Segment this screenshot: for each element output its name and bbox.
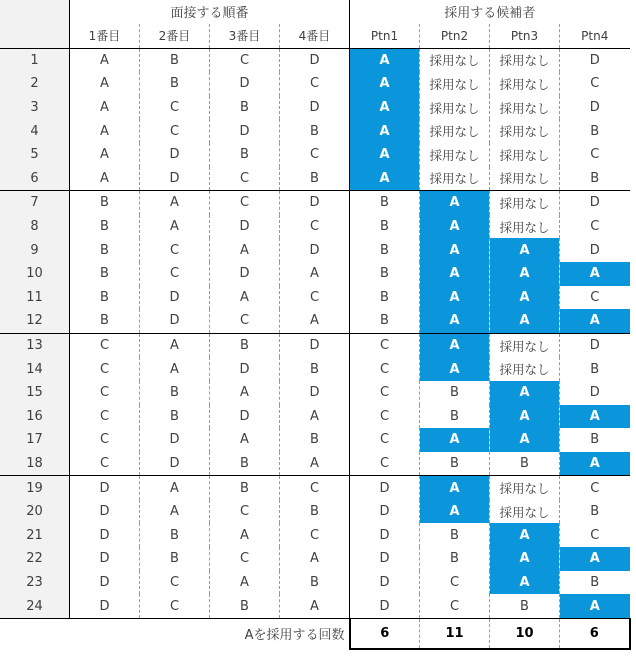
ptn-cell: A [420, 309, 490, 333]
ptn-cell: A [420, 215, 490, 239]
order-cell: C [70, 357, 140, 381]
ptn-cell: D [350, 571, 420, 595]
order-cell: A [140, 333, 210, 357]
order-cell: B [210, 143, 280, 167]
table-row [0, 594, 630, 618]
row-number: 16 [0, 405, 70, 429]
ptn-cell: C [590, 527, 600, 543]
order-cell: C [309, 147, 320, 163]
ptn-cell: A [560, 452, 630, 476]
ptn-cell: B [590, 504, 600, 520]
ptn-cell: 採用なし [420, 143, 490, 167]
order-cell: C [70, 381, 140, 405]
ptn-cell: B [490, 594, 560, 618]
ptn-cell: A [490, 405, 560, 429]
ptn-cell: B [590, 432, 600, 448]
ptn-cell: B [350, 262, 420, 286]
order-cell: A [210, 238, 280, 262]
ptn-cell: D [589, 385, 600, 401]
order-cell: D [70, 523, 140, 547]
order-cell: C [210, 309, 280, 333]
ptn-cell: A [420, 357, 490, 381]
order-cell: D [70, 547, 140, 571]
order-cell: B [310, 170, 319, 186]
ptn-cell: 採用なし [420, 72, 490, 96]
order-cell: B [70, 215, 140, 239]
order-cell: C [309, 527, 320, 543]
ptn-cell: A [490, 571, 560, 595]
ptn-cell: A [420, 500, 490, 524]
table-row [0, 48, 630, 72]
order-cell: C [309, 480, 320, 496]
ptn-cell: 採用なし [490, 500, 560, 524]
ptn-cell: D [350, 500, 420, 524]
order-cell: B [70, 286, 140, 310]
ptn-cell: B [590, 123, 600, 139]
order-cell: C [309, 219, 320, 235]
table-row [0, 119, 630, 143]
order-cell: A [210, 286, 280, 310]
order-cell: A [210, 523, 280, 547]
ptn-cell: 採用なし [420, 96, 490, 120]
order-cell: B [70, 191, 140, 215]
order-cell: C [140, 238, 210, 262]
order-cell: B [140, 381, 210, 405]
ptn-cell: 採用なし [490, 72, 560, 96]
table-row [0, 571, 630, 595]
order-cell: A [310, 598, 319, 614]
order-cell: A [70, 48, 140, 72]
order-cell: D [140, 309, 210, 333]
ptn-cell: A [490, 309, 560, 333]
ptn-cell: 採用なし [490, 215, 560, 239]
ptn-cell: A [420, 262, 490, 286]
corner-cell [0, 24, 70, 49]
order-cell: B [310, 361, 319, 377]
order-cell: D [210, 405, 280, 429]
ptn-cell: 採用なし [490, 48, 560, 72]
table-row [0, 96, 630, 120]
order-cell: A [140, 500, 210, 524]
table-row [0, 286, 630, 310]
order-cell: B [310, 574, 319, 590]
row-number: 15 [0, 381, 70, 405]
ptn-cell: C [420, 594, 490, 618]
order-cell: A [70, 96, 140, 120]
ptn-cell: B [590, 574, 600, 590]
ptn-cell: 採用なし [490, 143, 560, 167]
table-row [0, 357, 630, 381]
row-number: 7 [0, 191, 70, 215]
order-cell: A [310, 551, 319, 567]
ptn-cell: B [350, 238, 420, 262]
ptn-cell: A [420, 333, 490, 357]
order-cell: D [309, 100, 320, 116]
order-cell: A [310, 313, 319, 329]
ptn-cell: D [589, 195, 600, 211]
table-row [0, 523, 630, 547]
order-cell: D [70, 500, 140, 524]
group-header-row [0, 0, 630, 24]
row-number: 23 [0, 571, 70, 595]
row-number: 14 [0, 357, 70, 381]
table-row [0, 191, 630, 215]
ptn-cell: 採用なし [420, 119, 490, 143]
order-cell: B [310, 123, 319, 139]
order-cell: B [210, 96, 280, 120]
order-cell: A [210, 571, 280, 595]
order-cell: A [70, 119, 140, 143]
ptn-cell: B [350, 286, 420, 310]
row-number: 8 [0, 215, 70, 239]
ptn-cell: B [420, 452, 490, 476]
order-cell: C [210, 547, 280, 571]
ptn-cell: B [420, 547, 490, 571]
row-number: 4 [0, 119, 70, 143]
totals-label: Aを採用する回数 [0, 618, 350, 649]
ptn-cell: C [350, 381, 420, 405]
order-col-header: 2番目 [140, 24, 210, 49]
order-cell: C [70, 405, 140, 429]
order-cell: B [140, 547, 210, 571]
ptn-cell: B [420, 381, 490, 405]
ptn-cell: A [560, 594, 630, 618]
table-row [0, 428, 630, 452]
order-cell: D [70, 571, 140, 595]
total-cell: 10 [490, 618, 560, 649]
order-cell: C [140, 119, 210, 143]
ptn-cell: 採用なし [420, 48, 490, 72]
ptn-cell: 採用なし [490, 119, 560, 143]
ptn-cell: B [490, 452, 560, 476]
ptn-cell: A [350, 72, 420, 96]
row-number: 1 [0, 48, 70, 72]
ptn-cell: A [490, 381, 560, 405]
order-cell: C [140, 571, 210, 595]
ptn-cell: D [350, 547, 420, 571]
ptn-cell: C [350, 452, 420, 476]
order-cell: D [210, 215, 280, 239]
order-cell: B [310, 504, 319, 520]
order-cell: A [310, 455, 319, 471]
ptn-cell: B [590, 361, 600, 377]
order-col-header: 4番目 [280, 24, 350, 49]
ptn-cell: A [350, 143, 420, 167]
ptn-cell: A [560, 547, 630, 571]
ptn-cell: A [490, 286, 560, 310]
order-cell: C [309, 289, 320, 305]
order-cell: B [140, 48, 210, 72]
order-cell: B [70, 309, 140, 333]
order-cell: A [210, 428, 280, 452]
ptn-cell: D [589, 338, 600, 354]
order-cell: A [140, 215, 210, 239]
order-cell: D [70, 476, 140, 500]
order-cell: B [310, 432, 319, 448]
ptn-cell: C [350, 405, 420, 429]
order-cell: B [210, 476, 280, 500]
ptn-cell: C [350, 357, 420, 381]
ptn-cell: C [420, 571, 490, 595]
total-cell: 6 [560, 618, 630, 649]
ptn-cell: C [590, 76, 600, 92]
row-number: 12 [0, 309, 70, 333]
order-cell: D [140, 143, 210, 167]
order-cell: D [210, 357, 280, 381]
ptn-cell: A [350, 96, 420, 120]
ptn-cell: B [350, 215, 420, 239]
ptn-cell: A [490, 262, 560, 286]
table-row [0, 262, 630, 286]
order-cell: B [210, 594, 280, 618]
table-row [0, 215, 630, 239]
ptn-cell: D [589, 100, 600, 116]
table-row [0, 500, 630, 524]
corner-cell [0, 0, 70, 24]
order-cell: A [310, 408, 319, 424]
table-row [0, 547, 630, 571]
ptn-cell: D [350, 523, 420, 547]
order-cell: D [210, 262, 280, 286]
table-row [0, 309, 630, 333]
order-cell: C [140, 262, 210, 286]
ptn-cell: A [420, 286, 490, 310]
ptn-col-header: Ptn1 [350, 24, 420, 49]
order-col-header: 3番目 [210, 24, 280, 49]
ptn-cell: A [420, 428, 490, 452]
order-cell: A [70, 72, 140, 96]
row-number: 22 [0, 547, 70, 571]
ptn-cell: D [350, 594, 420, 618]
row-number: 9 [0, 238, 70, 262]
ptn-cell: D [589, 242, 600, 258]
order-cell: C [210, 191, 280, 215]
ptn-cell: B [350, 309, 420, 333]
ptn-cell: A [350, 167, 420, 191]
order-cell: A [210, 381, 280, 405]
ptn-cell: B [590, 170, 600, 186]
ptn-cell: A [420, 238, 490, 262]
order-cell: B [140, 72, 210, 96]
ptn-cell: C [590, 219, 600, 235]
order-cell: C [210, 48, 280, 72]
row-number: 3 [0, 96, 70, 120]
ptn-cell: A [490, 547, 560, 571]
order-cell: D [309, 385, 320, 401]
hire-group-header: 採用する候補者 [350, 0, 630, 24]
ptn-cell: A [560, 262, 630, 286]
table-row [0, 405, 630, 429]
order-cell: D [309, 52, 320, 68]
ptn-cell: A [420, 191, 490, 215]
order-cell: D [309, 195, 320, 211]
row-number: 2 [0, 72, 70, 96]
ptn-cell: B [420, 523, 490, 547]
order-cell: C [70, 333, 140, 357]
table-row [0, 476, 630, 500]
totals-row [0, 618, 630, 649]
ptn-cell: C [590, 289, 600, 305]
order-col-header: 1番目 [70, 24, 140, 49]
order-cell: D [140, 286, 210, 310]
order-cell: A [140, 357, 210, 381]
ptn-cell: A [560, 309, 630, 333]
ptn-cell: C [590, 480, 600, 496]
order-cell: D [309, 242, 320, 258]
order-cell: B [210, 333, 280, 357]
row-number: 5 [0, 143, 70, 167]
ptn-cell: 採用なし [490, 191, 560, 215]
order-cell: A [140, 476, 210, 500]
total-cell: 6 [350, 618, 420, 649]
order-cell: A [70, 167, 140, 191]
ptn-col-header: Ptn4 [560, 24, 630, 49]
order-cell: C [210, 500, 280, 524]
row-number: 11 [0, 286, 70, 310]
ptn-cell: 採用なし [490, 333, 560, 357]
order-cell: C [70, 428, 140, 452]
ptn-cell: A [350, 48, 420, 72]
order-group-header: 面接する順番 [170, 6, 249, 22]
row-number: 10 [0, 262, 70, 286]
table-row [0, 452, 630, 476]
order-cell: B [70, 262, 140, 286]
table-row [0, 333, 630, 357]
ptn-cell: A [420, 476, 490, 500]
order-cell: D [210, 72, 280, 96]
order-cell: C [309, 76, 320, 92]
ptn-cell: 採用なし [490, 167, 560, 191]
table-row [0, 72, 630, 96]
ptn-cell: A [490, 238, 560, 262]
order-cell: C [210, 167, 280, 191]
order-cell: C [70, 452, 140, 476]
ptn-cell: 採用なし [420, 167, 490, 191]
table-row [0, 238, 630, 262]
table-row [0, 143, 630, 167]
ptn-cell: B [420, 405, 490, 429]
order-cell: D [140, 428, 210, 452]
ptn-cell: A [350, 119, 420, 143]
row-number: 13 [0, 333, 70, 357]
order-cell: B [140, 523, 210, 547]
order-cell: A [310, 266, 319, 282]
ptn-cell: 採用なし [490, 476, 560, 500]
order-cell: C [140, 96, 210, 120]
ptn-col-header: Ptn3 [490, 24, 560, 49]
ptn-cell: C [350, 428, 420, 452]
row-number: 18 [0, 452, 70, 476]
ptn-cell: D [350, 476, 420, 500]
ptn-cell: C [350, 333, 420, 357]
row-number: 19 [0, 476, 70, 500]
order-cell: C [140, 594, 210, 618]
ptn-cell: A [490, 428, 560, 452]
ptn-cell: C [590, 147, 600, 163]
ptn-cell: A [490, 523, 560, 547]
ptn-cell: 採用なし [490, 96, 560, 120]
order-cell: B [70, 238, 140, 262]
order-cell: B [210, 452, 280, 476]
table-row [0, 167, 630, 191]
column-header-row [0, 24, 630, 49]
order-cell: D [210, 119, 280, 143]
order-cell: A [70, 143, 140, 167]
row-number: 24 [0, 594, 70, 618]
total-cell: 11 [420, 618, 490, 649]
row-number: 17 [0, 428, 70, 452]
table-row [0, 381, 630, 405]
order-cell: D [70, 594, 140, 618]
row-number: 6 [0, 167, 70, 191]
order-cell: D [140, 452, 210, 476]
ptn-cell: 採用なし [490, 357, 560, 381]
order-cell: B [140, 405, 210, 429]
order-cell: D [140, 167, 210, 191]
row-number: 21 [0, 523, 70, 547]
order-cell: A [140, 191, 210, 215]
row-number: 20 [0, 500, 70, 524]
order-cell: D [309, 338, 320, 354]
ptn-cell: D [589, 52, 600, 68]
ptn-cell: B [350, 191, 420, 215]
ptn-col-header: Ptn2 [420, 24, 490, 49]
ptn-cell: A [560, 405, 630, 429]
